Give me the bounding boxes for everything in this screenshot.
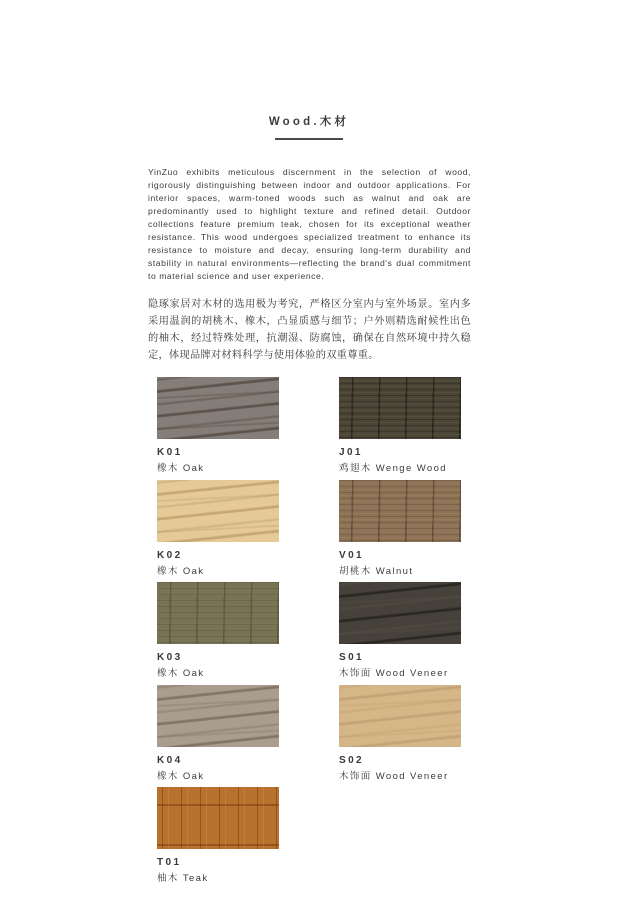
wood-swatch-image bbox=[157, 480, 279, 542]
swatch-code: V01 bbox=[339, 549, 364, 561]
intro-paragraph-chinese: 隐琢家居对木材的选用极为考究，严格区分室内与室外场景。室内多采用温润的胡桃木、橡木，凸显质感与细节；户外则精选耐候性出色的柚木，经过特殊处理，抗潮湿、防腐蚀，确保在自然环境中持久稳定，体现品牌对材料科学与使用体验的双重尊重。 bbox=[148, 299, 471, 361]
wood-swatch-image bbox=[157, 377, 279, 439]
wood-swatch-image bbox=[339, 480, 461, 542]
swatch-item-k02 bbox=[157, 480, 339, 583]
swatch-code: J01 bbox=[339, 447, 363, 458]
swatch-name: 鸡翅木 Wenge Wood bbox=[339, 463, 447, 474]
swatch-name: 橡木 Oak bbox=[157, 463, 205, 474]
swatch-code: S01 bbox=[339, 652, 364, 663]
swatch-code: T01 bbox=[157, 857, 182, 868]
swatch-name: 柚木 Teak bbox=[157, 873, 209, 884]
swatch-item-k03 bbox=[157, 582, 339, 685]
wood-swatch-image bbox=[157, 582, 279, 644]
swatch-name: 木饰面 Wood Veneer bbox=[339, 668, 449, 679]
page-header bbox=[148, 113, 470, 140]
swatch-code: S02 bbox=[339, 754, 364, 766]
swatch-name: 木饰面 Wood Veneer bbox=[339, 770, 449, 782]
swatch-item-v01 bbox=[339, 480, 521, 583]
wood-swatch-image bbox=[339, 582, 461, 644]
swatch-name: 胡桃木 Walnut bbox=[339, 565, 414, 577]
swatch-code: K04 bbox=[157, 754, 183, 766]
swatch-item-s01 bbox=[339, 582, 521, 685]
title-underline bbox=[275, 138, 343, 140]
swatch-code: K01 bbox=[157, 447, 183, 458]
swatch-item-j01 bbox=[339, 377, 521, 480]
swatch-item-k01 bbox=[157, 377, 339, 480]
swatch-name: 橡木 Oak bbox=[157, 565, 205, 577]
wood-swatch-image bbox=[157, 787, 279, 849]
intro-paragraph-english: YinZuo exhibits meticulous discernment in the selection of wood, rigorously distinguishing between indoor and outdoor applications. For interior spaces, warm-toned woods such as walnut and oak are predominantly used to highlight texture and refined detail. Outdoor collections feature premium teak, chosen for its exceptional weather resistance. This wood undergoes specialized treatment to enhance its resistance to moisture and decay, ensuring long-term durability and stability in natural environments—reflecting the brand's dual commitment to material science and user experience. bbox=[148, 167, 471, 281]
wood-swatch-image bbox=[339, 377, 461, 439]
wood-swatch-grid bbox=[157, 377, 521, 890]
swatch-item-t01 bbox=[157, 787, 339, 890]
swatch-name: 橡木 Oak bbox=[157, 668, 205, 679]
swatch-item-s02 bbox=[339, 685, 521, 788]
swatch-code: K02 bbox=[157, 549, 183, 561]
swatch-item-k04 bbox=[157, 685, 339, 788]
page-title: Wood.木材 bbox=[268, 116, 350, 128]
swatch-code: K03 bbox=[157, 652, 183, 663]
wood-swatch-image bbox=[157, 685, 279, 747]
swatch-name: 橡木 Oak bbox=[157, 770, 205, 782]
wood-swatch-image bbox=[339, 685, 461, 747]
